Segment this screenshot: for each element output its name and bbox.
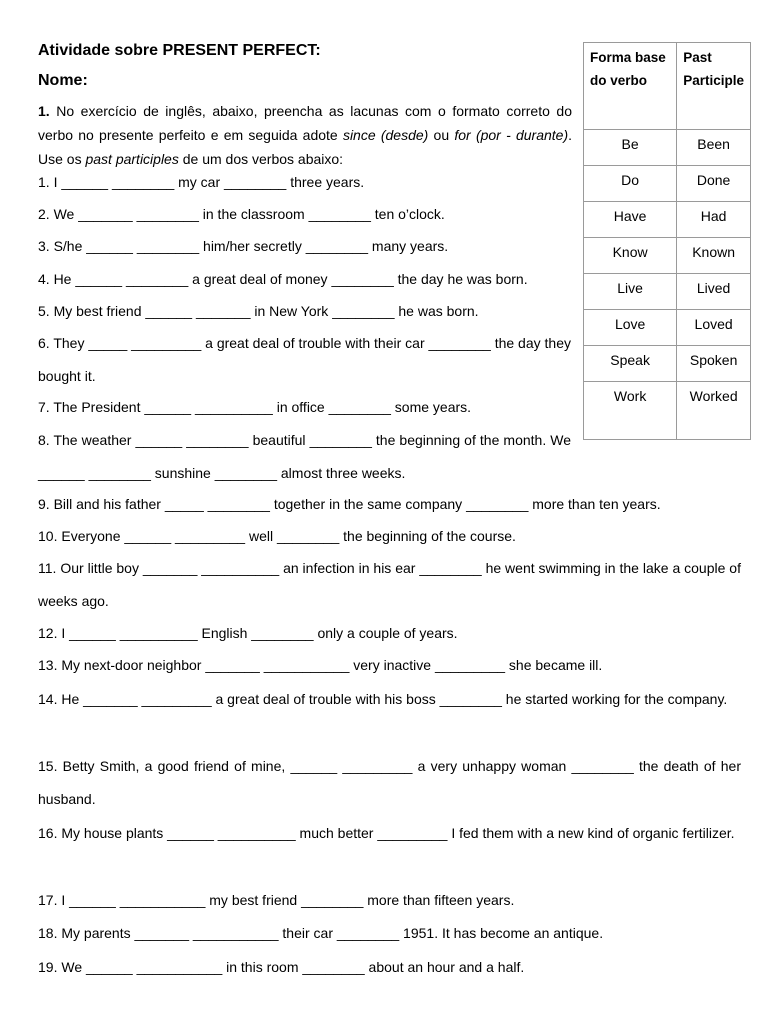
- verb-participle-cell: Lived: [677, 274, 751, 310]
- exercise-item: 2. We _______ ________ in the classroom ________ ten o’clock.: [38, 206, 445, 222]
- instructions-paragraph: [38, 99, 572, 171]
- for-term: for (por - durante): [454, 127, 569, 143]
- verb-table-row: [584, 166, 751, 202]
- verb-base-cell: Speak: [584, 346, 677, 382]
- verb-base-cell: Work: [584, 382, 677, 440]
- verb-base-cell: Be: [584, 130, 677, 166]
- exercise-item: 12. I ______ __________ English ________ only a couple of years.: [38, 625, 458, 641]
- past-participles-term: past participles: [85, 151, 179, 167]
- verb-base-cell: Do: [584, 166, 677, 202]
- instruction-text-3: . Use os: [38, 127, 573, 167]
- instruction-text-2: ou: [428, 127, 455, 143]
- exercise-item: 11. Our little boy _______ __________ an infection in his ear ________ he went swimming in the lake a couple of weeks ago.: [38, 560, 741, 609]
- exercise-item: 14. He _______ _________ a great deal of trouble with his boss ________ he started working for the company.: [38, 691, 728, 707]
- verb-table-row: [584, 274, 751, 310]
- verb-participle-cell: Worked: [677, 382, 751, 440]
- exercise-item: 7. The President ______ __________ in office ________ some years.: [38, 399, 472, 415]
- verb-table-row: [584, 382, 751, 440]
- worksheet-title: Atividade sobre PRESENT PERFECT:: [38, 42, 321, 59]
- verb-table-row: [584, 310, 751, 346]
- verb-participle-cell: Loved: [677, 310, 751, 346]
- exercise-item: 10. Everyone ______ _________ well ________ the beginning of the course.: [38, 528, 516, 544]
- since-term: since (desde): [342, 127, 429, 143]
- verb-participle-cell: Known: [677, 238, 751, 274]
- verb-base-cell: Know: [584, 238, 677, 274]
- instruction-text-4: de um dos verbos abaixo:: [178, 151, 344, 167]
- exercise-item: 8. The weather ______ ________ beautiful ________ the beginning of the month. We ______ ________ sunshine ________ almost three weeks.: [38, 432, 571, 481]
- verb-participle-cell: Been: [677, 130, 751, 166]
- exercise-item: 13. My next-door neighbor _______ ___________ very inactive _________ she became ill.: [38, 657, 603, 673]
- exercise-item: 4. He ______ ________ a great deal of money ________ the day he was born.: [38, 271, 528, 287]
- verb-base-cell: Have: [584, 202, 677, 238]
- exercise-item: 18. My parents _______ ___________ their car ________ 1951. It has become an antique.: [38, 925, 604, 941]
- verb-participle-cell: Spoken: [677, 346, 751, 382]
- verb-table-row: [584, 130, 751, 166]
- exercise-item: 16. My house plants ______ __________ much better _________ I fed them with a new kind of organic fertilizer.: [38, 825, 735, 841]
- verb-table: [583, 42, 751, 440]
- verb-table-header-row: [584, 43, 751, 130]
- exercise-item: 9. Bill and his father _____ ________ together in the same company ________ more than ten years.: [38, 496, 661, 512]
- verb-table-row: [584, 346, 751, 382]
- verb-participle-cell: Done: [677, 166, 751, 202]
- verb-table-row: [584, 238, 751, 274]
- exercise-item: 15. Betty Smith, a good friend of mine, ______ _________ a very unhappy woman ________ the death of her husband.: [38, 758, 741, 807]
- exercise-item: 17. I ______ ___________ my best friend ________ more than fifteen years.: [38, 892, 515, 908]
- verb-base-cell: Live: [584, 274, 677, 310]
- exercise-item: 1. I ______ ________ my car ________ three years.: [38, 174, 365, 190]
- exercise-item: 3. S/he ______ ________ him/her secretly ________ many years.: [38, 238, 449, 254]
- exercise-item: 6. They _____ _________ a great deal of trouble with their car ________ the day they bought it.: [38, 335, 571, 384]
- verb-table-row: [584, 202, 751, 238]
- instruction-number: 1.: [38, 103, 50, 119]
- verb-table-header-participle: Past Participle: [677, 43, 751, 130]
- exercise-item: 5. My best friend ______ _______ in New York ________ he was born.: [38, 303, 479, 319]
- verb-table-header-base: Forma base do verbo: [584, 43, 677, 130]
- verb-base-cell: Love: [584, 310, 677, 346]
- verb-participle-cell: Had: [677, 202, 751, 238]
- instruction-text-1: No exercício de inglês, abaixo, preencha as lacunas com o formato correto do verbo no presente perfeito e em seguida adote: [38, 103, 572, 143]
- name-label: Nome:: [38, 72, 88, 89]
- exercise-item: 19. We ______ ___________ in this room ________ about an hour and a half.: [38, 959, 525, 975]
